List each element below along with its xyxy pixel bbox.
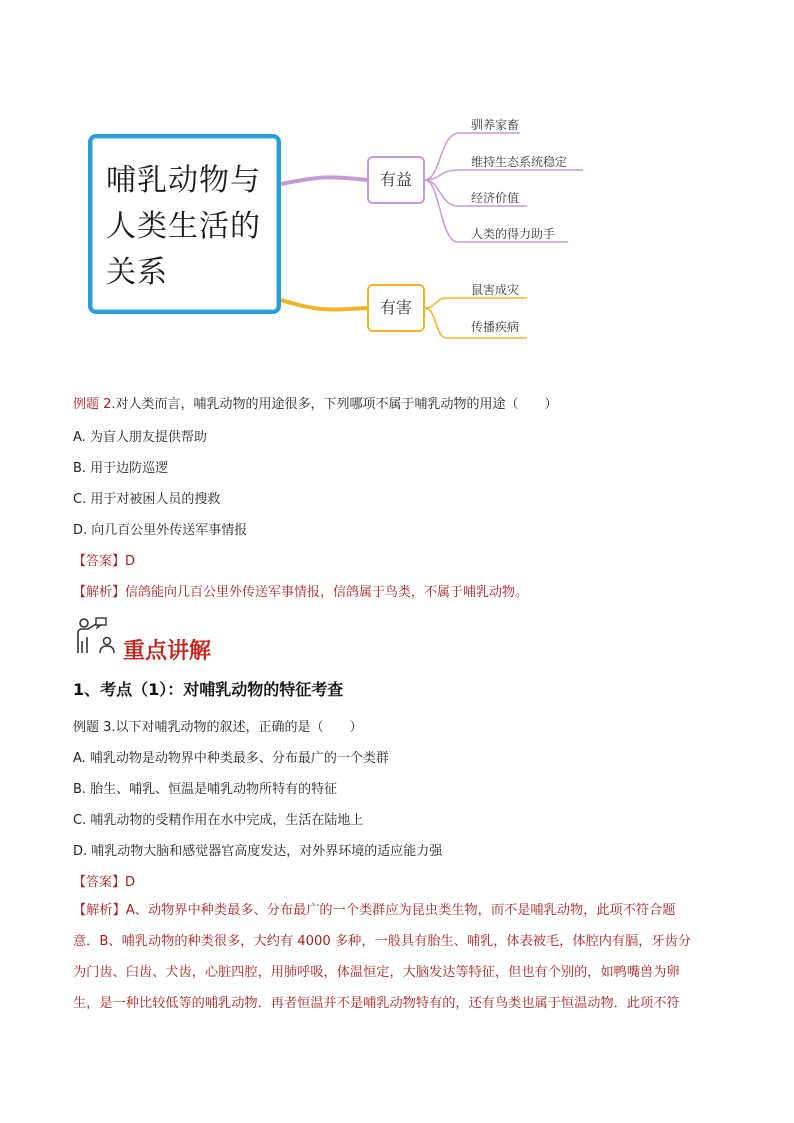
connector-beneficial xyxy=(281,177,367,184)
leaf-disease-spread: 传播疾病 xyxy=(471,320,520,334)
root-node-text xyxy=(106,158,276,296)
root-line-1: 哺乳动物与 xyxy=(106,163,261,198)
analysis-line: 为门齿、臼齿、犬齿，心脏四腔，用肺呼吸，体温恒定，大脑发达等特征，但也有个别的，如鸭嘴兽为卵 xyxy=(73,965,680,980)
example2-option-a: A. 为盲人朋友提供帮助 xyxy=(73,430,207,445)
leaf-rodent-plague: 鼠害成灾 xyxy=(471,283,520,297)
analysis-text: A、动物界中种类最多、分布最广的一个类群应为昆虫类生物，而不是哺乳动物，此项不符合题 xyxy=(125,903,676,918)
branch-beneficial: 有益 xyxy=(367,156,425,204)
leaf-domesticated-livestock: 驯养家畜 xyxy=(471,118,520,132)
analysis-line xyxy=(73,895,723,926)
analysis-text: 信鸽能向几百公里外传送军事情报，信鸽属于鸟类，不属于哺乳动物。 xyxy=(125,585,529,600)
teacher-icon xyxy=(76,617,118,657)
example2-answer xyxy=(73,550,135,569)
example-number: 2 xyxy=(99,397,112,412)
root-line-2: 人类生活的 xyxy=(106,209,261,244)
root-node xyxy=(88,134,281,314)
keypoint-title: 1、考点（1）：对哺乳动物的特征考查 xyxy=(73,680,344,699)
example3-analysis xyxy=(73,895,723,1019)
example2-analysis xyxy=(73,581,528,600)
mind-map xyxy=(0,0,794,360)
analysis-line: 意．B、哺乳动物的种类很多，大约有 4000 多种，一般具有胎生、哺乳，体表被毛，体腔内有膈，牙齿分 xyxy=(73,934,692,949)
leaf-ecosystem-stability: 维持生态系统稳定 xyxy=(471,155,568,169)
root-line-3: 关系 xyxy=(106,255,168,290)
example3-answer xyxy=(73,871,135,890)
leaf-economic-value: 经济价值 xyxy=(471,191,520,205)
example3-option-c: C. 哺乳动物的受精作用在水中完成，生活在陆地上 xyxy=(73,813,364,828)
leaf-human-helper: 人类的得力助手 xyxy=(471,227,556,241)
section-title: 重点讲解 xyxy=(123,638,212,664)
answer-label: 【答案】 xyxy=(73,875,126,890)
example3-question: 例题 3.以下对哺乳动物的叙述，正确的是（ ） xyxy=(73,720,363,735)
example2-option-d: D. 向几百公里外传送军事情报 xyxy=(73,523,248,538)
answer-value: D xyxy=(125,875,136,890)
example2-option-b: B. 用于边防巡逻 xyxy=(73,461,169,476)
example-label: 例题 xyxy=(73,397,100,412)
example3-option-b: B. 胎生、哺乳、恒温是哺乳动物所特有的特征 xyxy=(73,782,338,797)
analysis-label: 【解析】 xyxy=(73,903,126,918)
example3-option-d: D. 哺乳动物大脑和感觉器官高度发达，对外界环境的适应能力强 xyxy=(73,844,443,859)
example2-question xyxy=(73,393,558,412)
answer-value: D xyxy=(125,554,136,569)
answer-label: 【答案】 xyxy=(73,554,126,569)
branch-harmful: 有害 xyxy=(367,284,425,332)
analysis-label: 【解析】 xyxy=(73,585,126,600)
connector-harmful xyxy=(281,300,367,310)
analysis-line: 生，是一种比较低等的哺乳动物．再者恒温并不是哺乳动物特有的，还有鸟类也属于恒温动物．此项不符 xyxy=(73,996,680,1011)
example2-option-c: C. 用于对被困人员的搜救 xyxy=(73,492,221,507)
example3-option-a: A. 哺乳动物是动物界中种类最多、分布最广的一个类群 xyxy=(73,751,389,766)
example2-question-text: .对人类而言，哺乳动物的用途很多，下列哪项不属于哺乳动物的用途（ ） xyxy=(111,397,558,412)
